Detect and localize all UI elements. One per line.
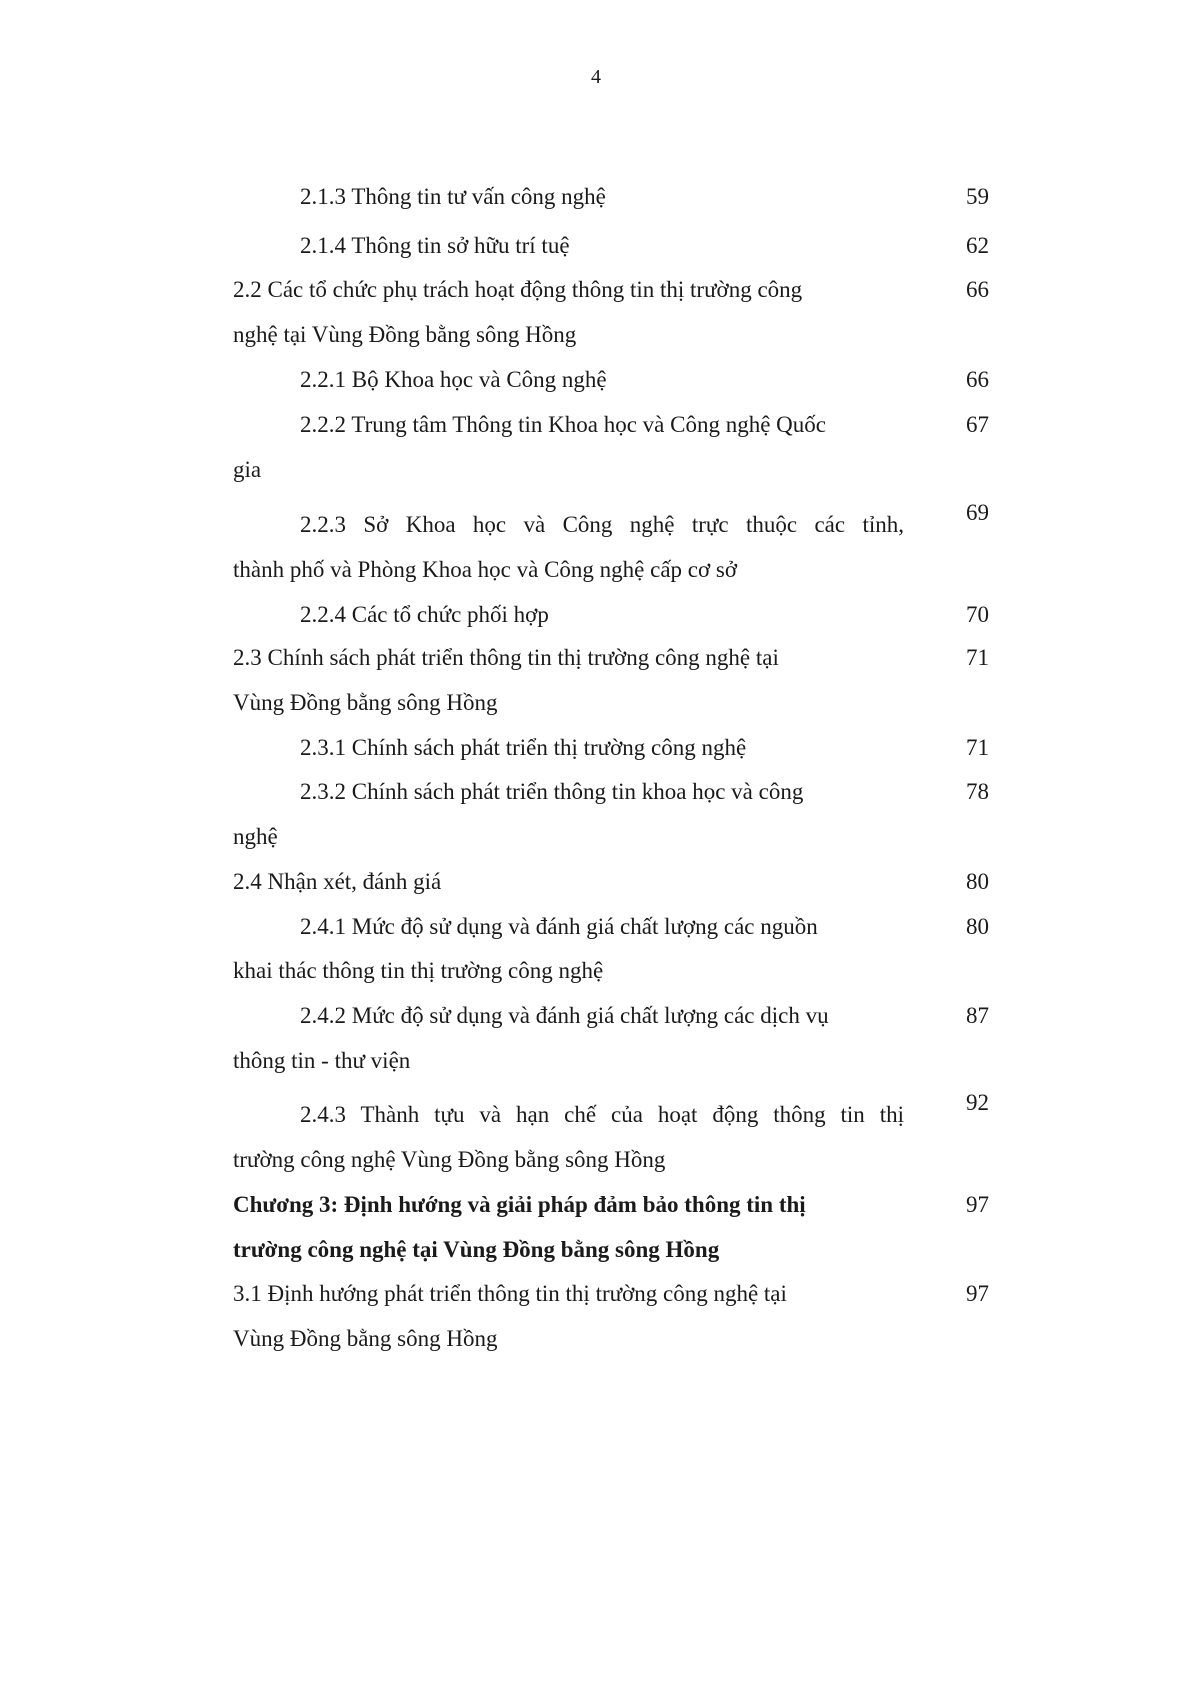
toc-page-2-1-4: 62 (966, 233, 989, 258)
toc-entry-2-4-1-line2: khai thác thông tin thị trường công nghệ (233, 958, 604, 983)
toc-page-2-2-2: 67 (966, 412, 989, 437)
toc-page-2-2-3: 69 (966, 500, 989, 525)
toc-entry-2-3-1: 2.3.1 Chính sách phát triển thị trường công nghệ (300, 735, 747, 760)
toc-entry-chapter-3-line1: Chương 3: Định hướng và giải pháp đảm bảo thông tin thị (233, 1192, 806, 1217)
toc-entry-2-3-2-line1: 2.3.2 Chính sách phát triển thông tin khoa học và công (300, 779, 804, 804)
toc-page-2-3-2: 78 (966, 779, 989, 804)
toc-entry-2-2-line1: 2.2 Các tổ chức phụ trách hoạt động thông tin thị trường công (233, 277, 803, 302)
toc-page-2-4: 80 (966, 869, 989, 894)
toc-entry-2-2-1: 2.2.1 Bộ Khoa học và Công nghệ (300, 367, 607, 392)
toc-entry-3-1-line2: Vùng Đồng bằng sông Hồng (233, 1326, 498, 1351)
toc-entry-2-3-line1: 2.3 Chính sách phát triển thông tin thị trường công nghệ tại (233, 645, 779, 670)
toc-entry-2-2-4: 2.2.4 Các tổ chức phối hợp (300, 602, 549, 627)
toc-page-2-4-3: 92 (966, 1090, 989, 1115)
toc-page-2-3: 71 (966, 645, 989, 670)
toc-entry-2-1-4: 2.1.4 Thông tin sở hữu trí tuệ (300, 233, 570, 258)
toc-entry-2-2-line2: nghệ tại Vùng Đồng bằng sông Hồng (233, 322, 577, 347)
toc-entry-chapter-3-line2: trường công nghệ tại Vùng Đồng bằng sông Hồng (233, 1237, 720, 1262)
toc-page-2-2-4: 70 (966, 602, 989, 627)
toc-page-2-2-1: 66 (966, 367, 989, 392)
toc-entry-2-4-3-line2: trường công nghệ Vùng Đồng bằng sông Hồng (233, 1147, 666, 1172)
toc-entry-2-3-2-line2: nghệ (233, 824, 278, 849)
toc-entry-2-2-3-line1: 2.2.3 Sở Khoa học và Công nghệ trực thuộc các tỉnh, (300, 512, 904, 537)
page-number: 4 (591, 66, 601, 88)
toc-entry-2-4-2-line2: thông tin - thư viện (233, 1048, 411, 1073)
toc-entry-2-4-1-line1: 2.4.1 Mức độ sử dụng và đánh giá chất lượng các nguồn (300, 914, 818, 939)
toc-entry-2-2-3-line2: thành phố và Phòng Khoa học và Công nghệ cấp cơ sở (233, 557, 738, 582)
toc-entry-2-4-2-line1: 2.4.2 Mức độ sử dụng và đánh giá chất lượng các dịch vụ (300, 1003, 829, 1028)
toc-entry-2-4: 2.4 Nhận xét, đánh giá (233, 869, 442, 894)
toc-page-2-1-3: 59 (966, 184, 989, 209)
toc-entry-3-1-line1: 3.1 Định hướng phát triển thông tin thị trường công nghệ tại (233, 1281, 787, 1306)
toc-entry-2-2-2-line2: gia (233, 457, 262, 482)
toc-entry-2-3-line2: Vùng Đồng bằng sông Hồng (233, 690, 498, 715)
toc-page-2-4-1: 80 (966, 914, 989, 939)
toc-page-2-3-1: 71 (966, 735, 989, 760)
toc-entry-2-1-3: 2.1.3 Thông tin tư vấn công nghệ (300, 184, 606, 209)
toc-entry-2-2-2-line1: 2.2.2 Trung tâm Thông tin Khoa học và Công nghệ Quốc (300, 412, 826, 437)
toc-entry-2-4-3-line1: 2.4.3 Thành tựu và hạn chế của hoạt động thông tin thị (300, 1102, 904, 1127)
toc-page-2-2: 66 (966, 277, 989, 302)
toc-page-3-1: 97 (966, 1281, 989, 1306)
toc-page-chapter-3: 97 (966, 1192, 989, 1217)
toc-page-2-4-2: 87 (966, 1003, 989, 1028)
